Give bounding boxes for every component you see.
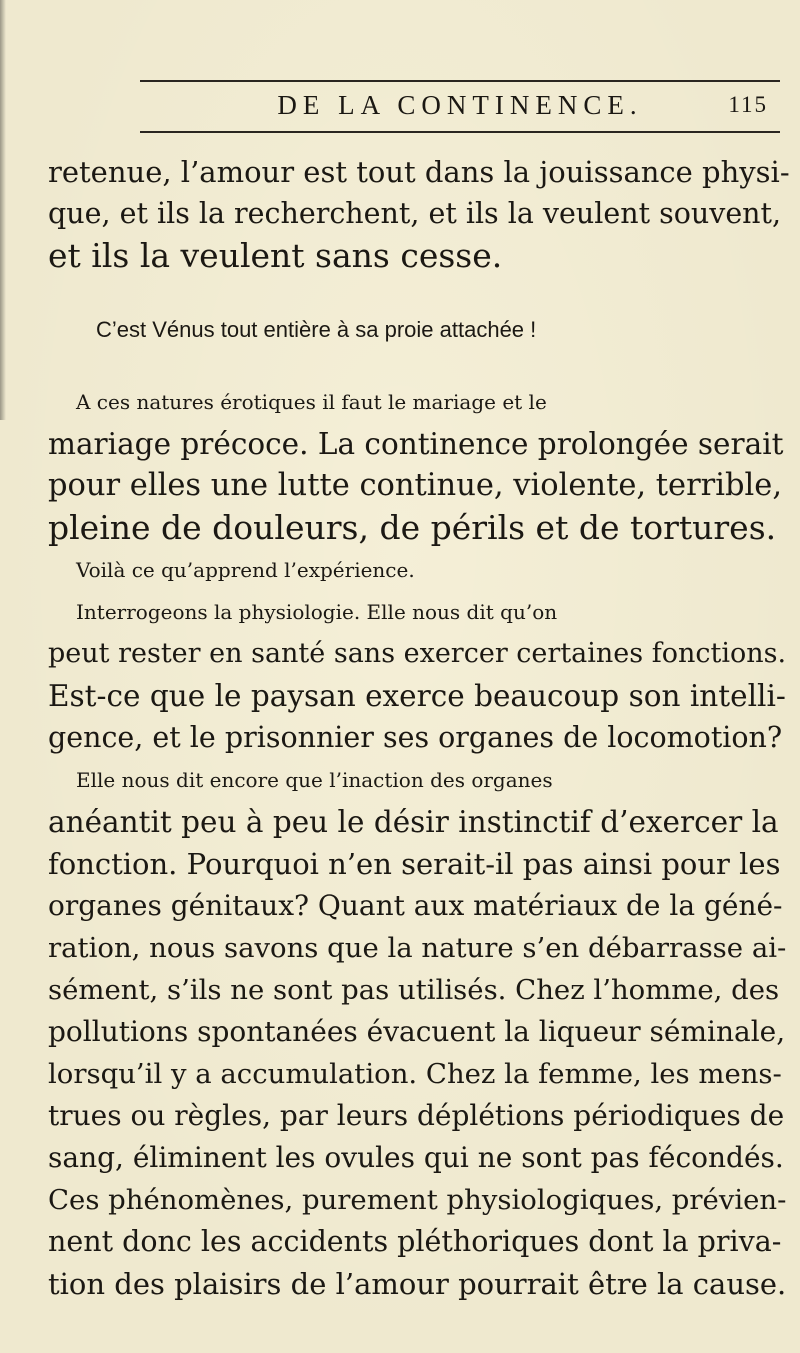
text-line: lorsqu’il y a accumulation. Chez la femme, les mens- <box>48 1058 782 1090</box>
page-number: 115 <box>728 92 768 117</box>
text-line: sément, s’ils ne sont pas utilisés. Chez l’homme, des <box>48 974 780 1006</box>
text-line: sang, éliminent les ovules qui ne sont pas fécondés. <box>48 1141 784 1174</box>
text-line: fonction. Pourquoi n’en serait-il pas ainsi pour les <box>48 847 781 881</box>
text-line: ration, nous savons que la nature s’en débarrasse ai- <box>48 932 787 964</box>
text-line: peut rester en santé sans exercer certaines fonctions. <box>48 638 787 669</box>
header-bottom-rule <box>140 131 780 133</box>
header-top-rule <box>140 80 780 82</box>
text-line: pleine de douleurs, de périls et de tortures. <box>48 508 777 547</box>
text-line: gence, et le prisonnier ses organes de locomotion? <box>48 721 783 754</box>
text-line: et ils la veulent sans cesse. <box>48 236 503 275</box>
text-line: trues ou règles, par leurs déplétions périodiques de <box>48 1099 785 1132</box>
running-head <box>140 85 780 125</box>
verse-quotation: C’est Vénus tout entière à sa proie attachée ! <box>96 317 537 342</box>
page-binding-shadow <box>0 0 6 420</box>
text-line: organes génitaux? Quant aux matériaux de la géné- <box>48 889 783 922</box>
text-line: Ces phénomènes, purement physiologiques, prévien- <box>48 1184 787 1216</box>
text-line: pour elles une lutte continue, violente, terrible, <box>48 468 783 503</box>
text-line: Est-ce que le paysan exerce beaucoup son intelli- <box>48 679 786 713</box>
text-line: retenue, l’amour est tout dans la jouissance physi- <box>48 155 790 189</box>
text-line: nent donc les accidents pléthoriques dont la priva- <box>48 1225 782 1258</box>
text-line: mariage précoce. La continence prolongée serait <box>48 427 784 461</box>
text-line: anéantit peu à peu le désir instinctif d’exercer la <box>48 805 779 839</box>
text-line: Elle nous dit encore que l’inaction des organes <box>76 768 553 792</box>
text-line: tion des plaisirs de l’amour pourrait être la cause. <box>48 1267 787 1301</box>
running-title: DE LA CONTINENCE. <box>277 90 643 120</box>
text-line: Voilà ce qu’apprend l’expérience. <box>76 558 415 582</box>
text-line: A ces natures érotiques il faut le mariage et le <box>76 390 547 414</box>
text-line: pollutions spontanées évacuent la liqueur séminale, <box>48 1015 786 1048</box>
text-line: que, et ils la recherchent, et ils la veulent souvent, <box>48 197 782 230</box>
text-line: Interrogeons la physiologie. Elle nous dit qu’on <box>76 600 558 624</box>
